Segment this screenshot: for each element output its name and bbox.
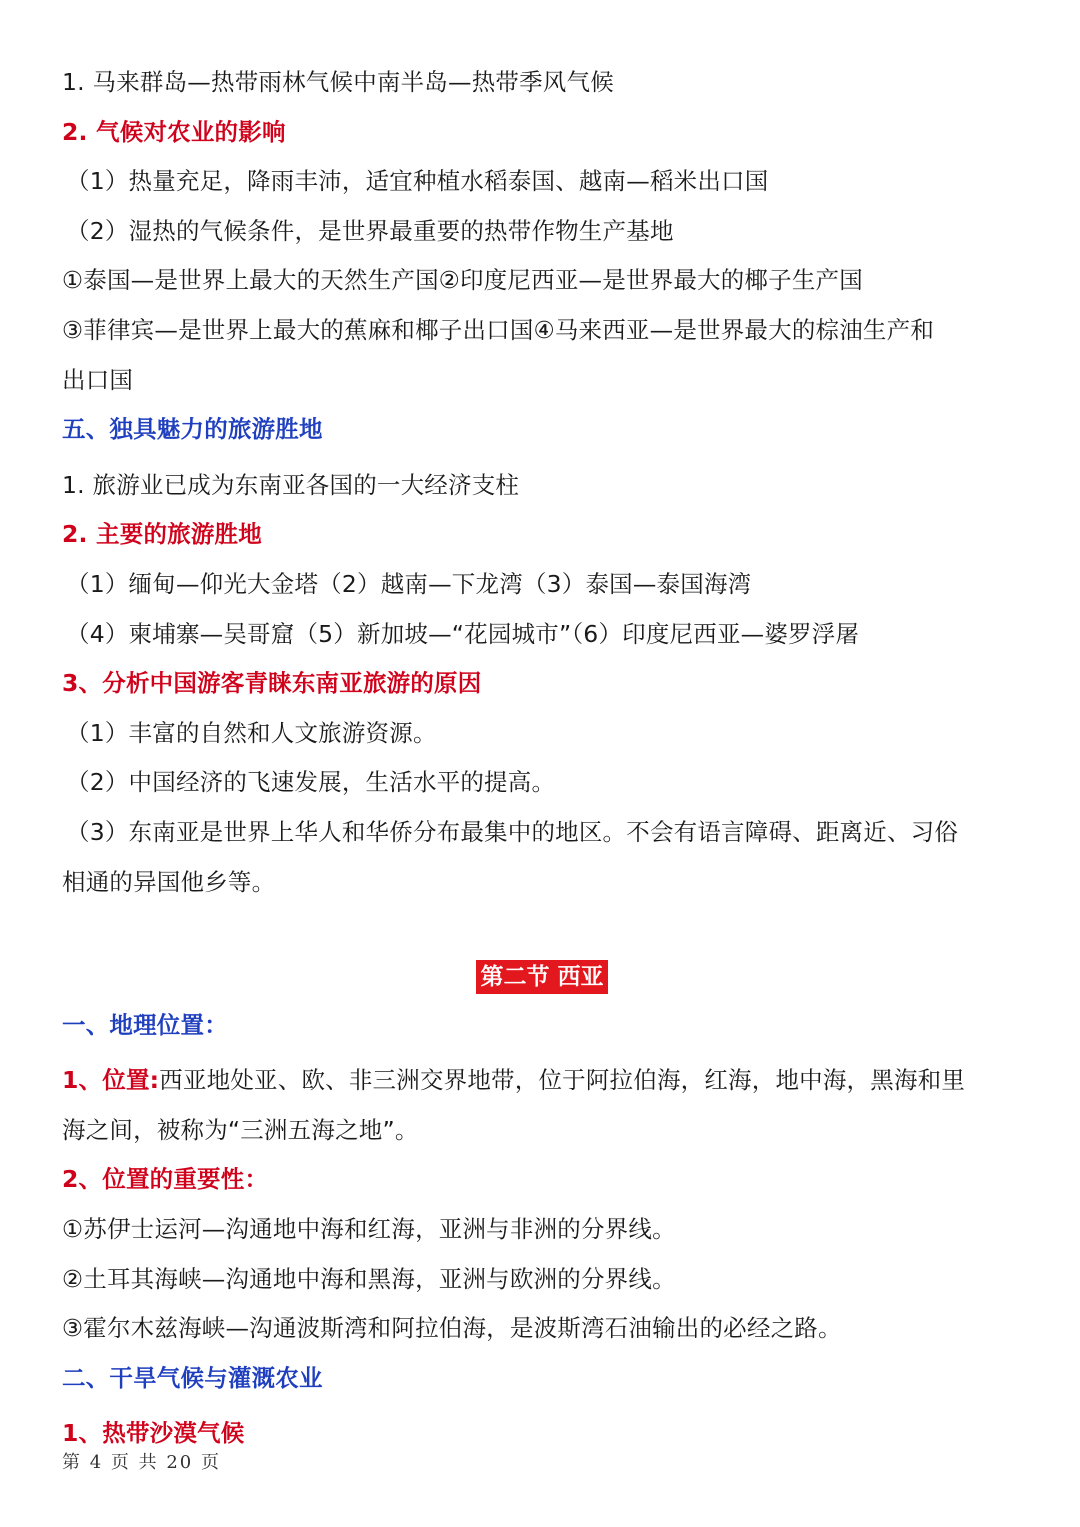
section-heading: 二、干旱气候与灌溉农业	[62, 1363, 323, 1392]
text-line: ①泰国—是世界上最大的天然生产国②印度尼西亚—是世界最大的椰子生产国	[62, 266, 863, 295]
text-line: （1）缅甸—仰光大金塔（2）越南—下龙湾（3）泰国—泰国海湾	[66, 569, 752, 598]
inline-label: 1、位置:	[62, 1066, 160, 1095]
subheading: 3、分析中国游客青睐东南亚旅游的原因	[62, 669, 482, 698]
subheading: 2. 气候对农业的影响	[62, 117, 286, 146]
document-page	[62, 58, 1022, 1459]
text-line: 1. 旅游业已成为东南亚各国的一大经济支柱	[62, 470, 520, 499]
inline-text: 西亚地处亚、欧、非三洲交界地带，位于阿拉伯海，红海，地中海，黑海和里	[159, 1066, 966, 1095]
text-line: 海之间，被称为“三洲五海之地”。	[62, 1115, 419, 1144]
text-line: ③菲律宾—是世界上最大的蕉麻和椰子出口国④马来西亚—是世界最大的棕油生产和	[62, 315, 935, 344]
text-line: 相通的异国他乡等。	[62, 867, 276, 896]
text-line: 1. 马来群岛—热带雨林气候中南半岛—热带季风气候	[62, 68, 614, 96]
text-line: （3）东南亚是世界上华人和华侨分布最集中的地区。不会有语言障碍、距离近、习俗	[66, 817, 959, 846]
section-heading: 一、地理位置：	[62, 1010, 228, 1039]
text-line: 出口国	[62, 365, 134, 394]
text-line-labeled	[62, 1056, 1022, 1106]
text-line: （2）中国经济的飞速发展，生活水平的提高。	[66, 768, 556, 797]
section-heading: 五、独具魅力的旅游胜地	[62, 415, 323, 444]
text-line: （1）丰富的自然和人文旅游资源。	[66, 718, 437, 747]
subheading: 2. 主要的旅游胜地	[62, 520, 262, 549]
text-line: （4）柬埔寨—吴哥窟（5）新加坡—“花园城市”（6）印度尼西亚—婆罗浮屠	[66, 619, 860, 648]
text-line: ①苏伊士运河—沟通地中海和红海，亚洲与非洲的分界线。	[62, 1215, 676, 1244]
page-footer: 第 4 页 共 20 页	[62, 1452, 221, 1473]
section-title: 第二节 西亚	[476, 960, 607, 994]
text-line: ③霍尔木兹海峡—沟通波斯湾和阿拉伯海，是波斯湾石油输出的必经之路。	[62, 1314, 842, 1343]
subheading: 1、热带沙漠气候	[62, 1419, 245, 1448]
text-line: （1）热量充足，降雨丰沛，适宜种植水稻泰国、越南—稻米出口国	[66, 167, 769, 196]
section-title-row	[62, 951, 1022, 1001]
subheading: 2、位置的重要性：	[62, 1165, 269, 1194]
text-line: （2）湿热的气候条件，是世界最重要的热带作物生产基地	[66, 216, 674, 245]
text-line: ②土耳其海峡—沟通地中海和黑海，亚洲与欧洲的分界线。	[62, 1264, 676, 1293]
